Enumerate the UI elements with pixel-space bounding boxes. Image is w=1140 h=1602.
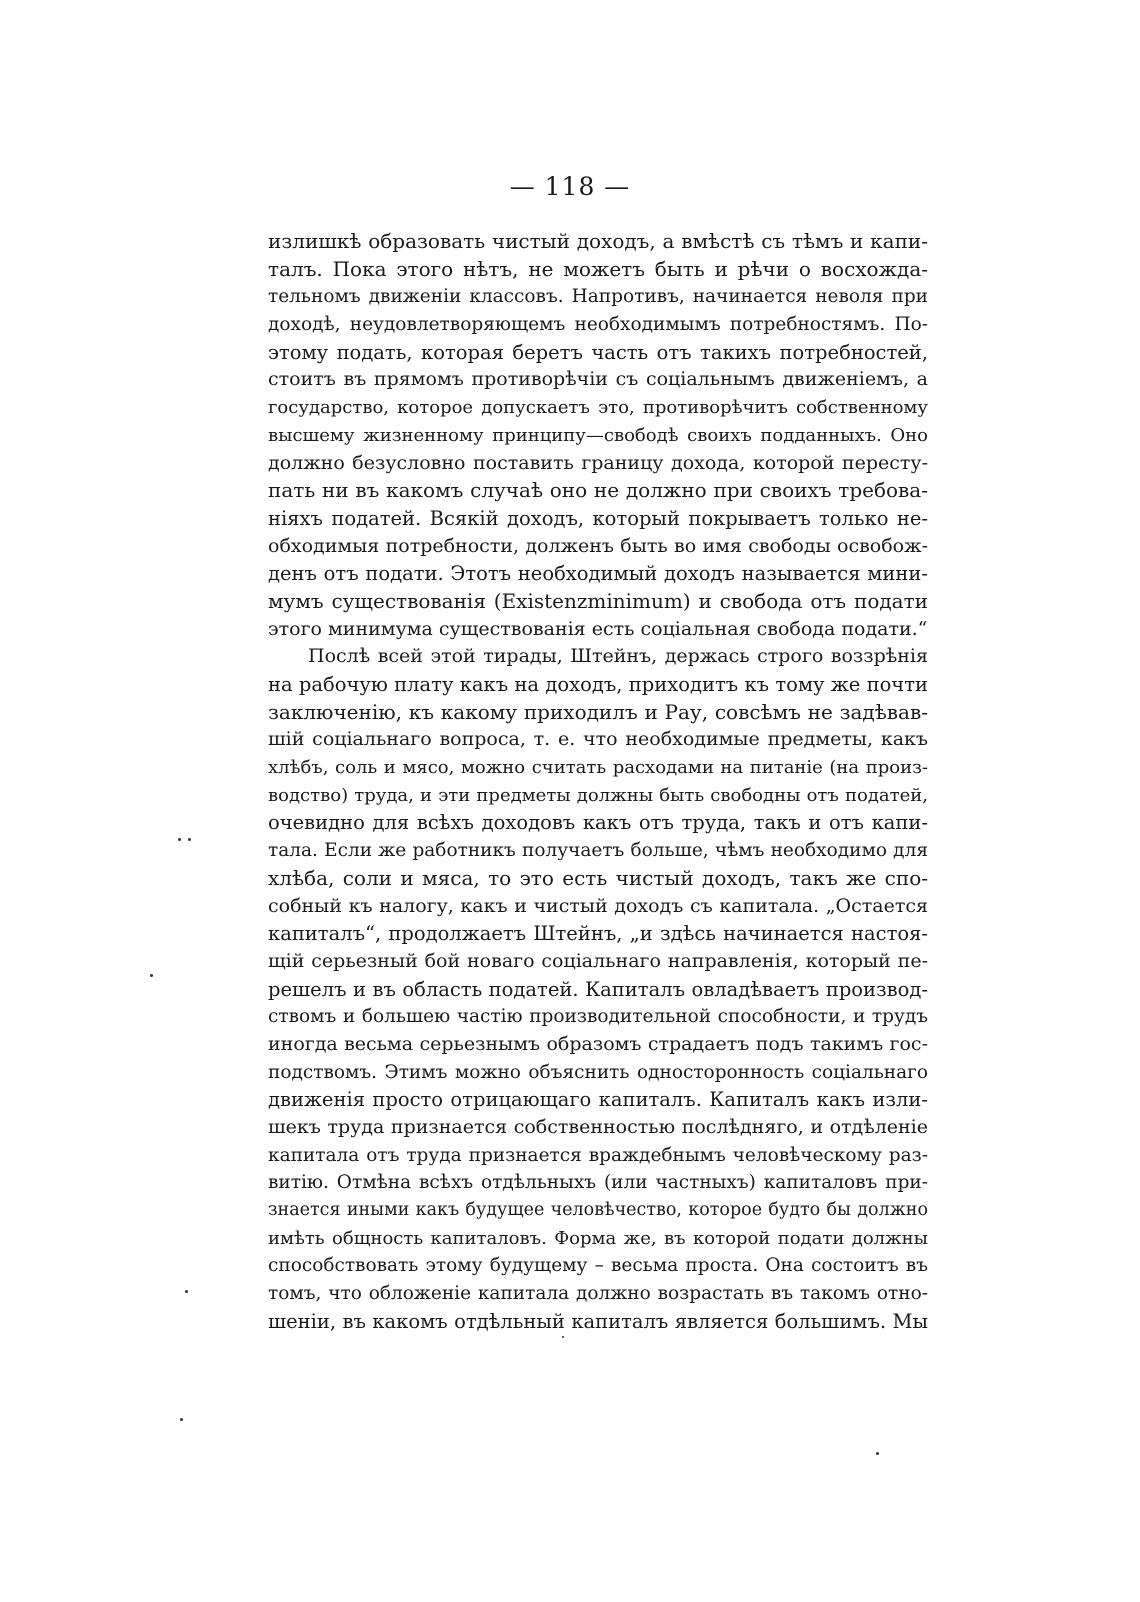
scan-speck [188, 838, 191, 841]
text-line: тала. Если же работникъ получаетъ больше, чѣмъ необходимо для [268, 840, 928, 862]
paragraph-end-line: этого минимума существованiя есть соцiальная свобода подати.“ [268, 617, 928, 640]
text-line: денъ отъ подати. Этотъ необходимый доходъ называется мини- [268, 562, 928, 586]
text-line: способствовать этому будущему – весьма проста. Она состоитъ въ [268, 1255, 928, 1277]
page-number: — 118 — [509, 172, 631, 201]
text-line: этому подать, которая беретъ часть отъ такихъ потребностей, [268, 340, 928, 364]
paragraph-start-line: Послѣ всей этой тирады, Штейнъ, держась строго воззрѣнiя [308, 645, 928, 668]
text-line: подствомъ. Этимъ можно объяснить односторонность соцiальнаго [268, 1061, 928, 1083]
text-line: шiй соцiальнаго вопроса, т. е. что необходимые предметы, какъ [268, 728, 928, 751]
text-line: хлѣба, соли и мяса, то это есть чистый доходъ, такъ же спо- [268, 865, 928, 890]
scan-speck [876, 1452, 879, 1455]
text-line: обходимыя потребности, долженъ быть во имя свободы освобож- [268, 534, 928, 557]
text-line: тельномъ движенiи классовъ. Напротивъ, начинается неволя при [268, 286, 928, 308]
text-line: должно безусловно поставить границу дохода, которой пересту- [268, 451, 928, 474]
text-line: витiю. Отмѣна всѣхъ отдѣльныхъ (или частныхъ) капиталовъ при- [268, 1172, 928, 1194]
text-line: иногда весьма серьезнымъ образомъ страдаетъ подъ такимъ гос- [268, 1032, 928, 1055]
text-line: капитала отъ труда признается враждебнымъ человѣческому раз- [268, 1144, 928, 1166]
text-line: шенiи, въ какомъ отдѣльный капиталъ является большимъ. Мы [268, 1309, 928, 1333]
text-line: ствомъ и большею частiю производительной способности, и трудъ [268, 1006, 928, 1028]
text-line: доходѣ, неудовлетворяющемъ необходимымъ потребностямъ. По- [268, 314, 928, 336]
text-line: знается иными какъ будущее человѣчество, которое будто бы должно [268, 1200, 928, 1221]
body-text [268, 228, 928, 1336]
text-line: капиталъ“, продолжаетъ Штейнъ, „и здѣсь начинается настоя- [268, 922, 928, 946]
text-line: решелъ и въ область податей. Капиталъ овладѣваетъ производ- [268, 977, 928, 1001]
text-line: высшему жизненному принципу—свободѣ своихъ подданныхъ. Оно [268, 424, 928, 446]
scan-speck [180, 1418, 183, 1421]
text-line: заключенiю, къ какому приходилъ и Рау, совсѣмъ не задѣвав- [268, 699, 928, 724]
text-line: щiй серьезный бой новаго соцiальнаго направленiя, который пе- [268, 949, 928, 972]
text-line: шекъ труда признается собственностью послѣдняго, и отдѣленiе [268, 1116, 928, 1138]
text-line: пать ни въ какомъ случаѣ оно не должно при своихъ требова- [268, 478, 928, 503]
text-line: очевидно для всѣхъ доходовъ какъ отъ труда, такъ и отъ капи- [268, 811, 928, 835]
text-line: имѣть общность капиталовъ. Форма же, въ которой подати должны [268, 1227, 928, 1249]
text-line: мумъ существованiя (Existenzminimum) и свобода отъ подати [268, 588, 928, 613]
text-line: нiяхъ податей. Всякiй доходъ, который покрываетъ только не- [268, 506, 928, 530]
text-line: томъ, что обложенiе капитала должно возрастать въ такомъ отно- [268, 1283, 928, 1305]
text-line: хлѣбъ, соль и мясо, можно считать расходами на питанiе (на произ- [268, 757, 928, 779]
text-line: собный къ налогу, какъ и чистый доходъ съ капитала. „Остается [268, 894, 928, 917]
scan-speck [562, 1336, 564, 1338]
text-line: излишкѣ образовать чистый доходъ, а вмѣстѣ съ тѣмъ и капи- [268, 229, 928, 253]
text-line: водство) труда, и эти предметы должны быть свободны отъ податей, [268, 784, 928, 806]
text-line: талъ. Пока этого нѣтъ, не можетъ быть и рѣчи о восхожда- [268, 256, 928, 281]
text-line: движенiя просто отрицающаго капиталъ. Капиталъ какъ изли- [268, 1088, 928, 1112]
scan-speck [178, 838, 181, 841]
scan-speck [185, 1290, 188, 1293]
text-line: на рабочую плату какъ на доходъ, приходитъ къ тому же почти [268, 673, 928, 696]
scan-speck [150, 974, 153, 977]
text-line: государство, которое допускаетъ это, противорѣчитъ собственному [268, 397, 928, 419]
text-line: стоитъ въ прямомъ противорѣчiи съ соцiальнымъ движенiемъ, а [268, 368, 928, 391]
